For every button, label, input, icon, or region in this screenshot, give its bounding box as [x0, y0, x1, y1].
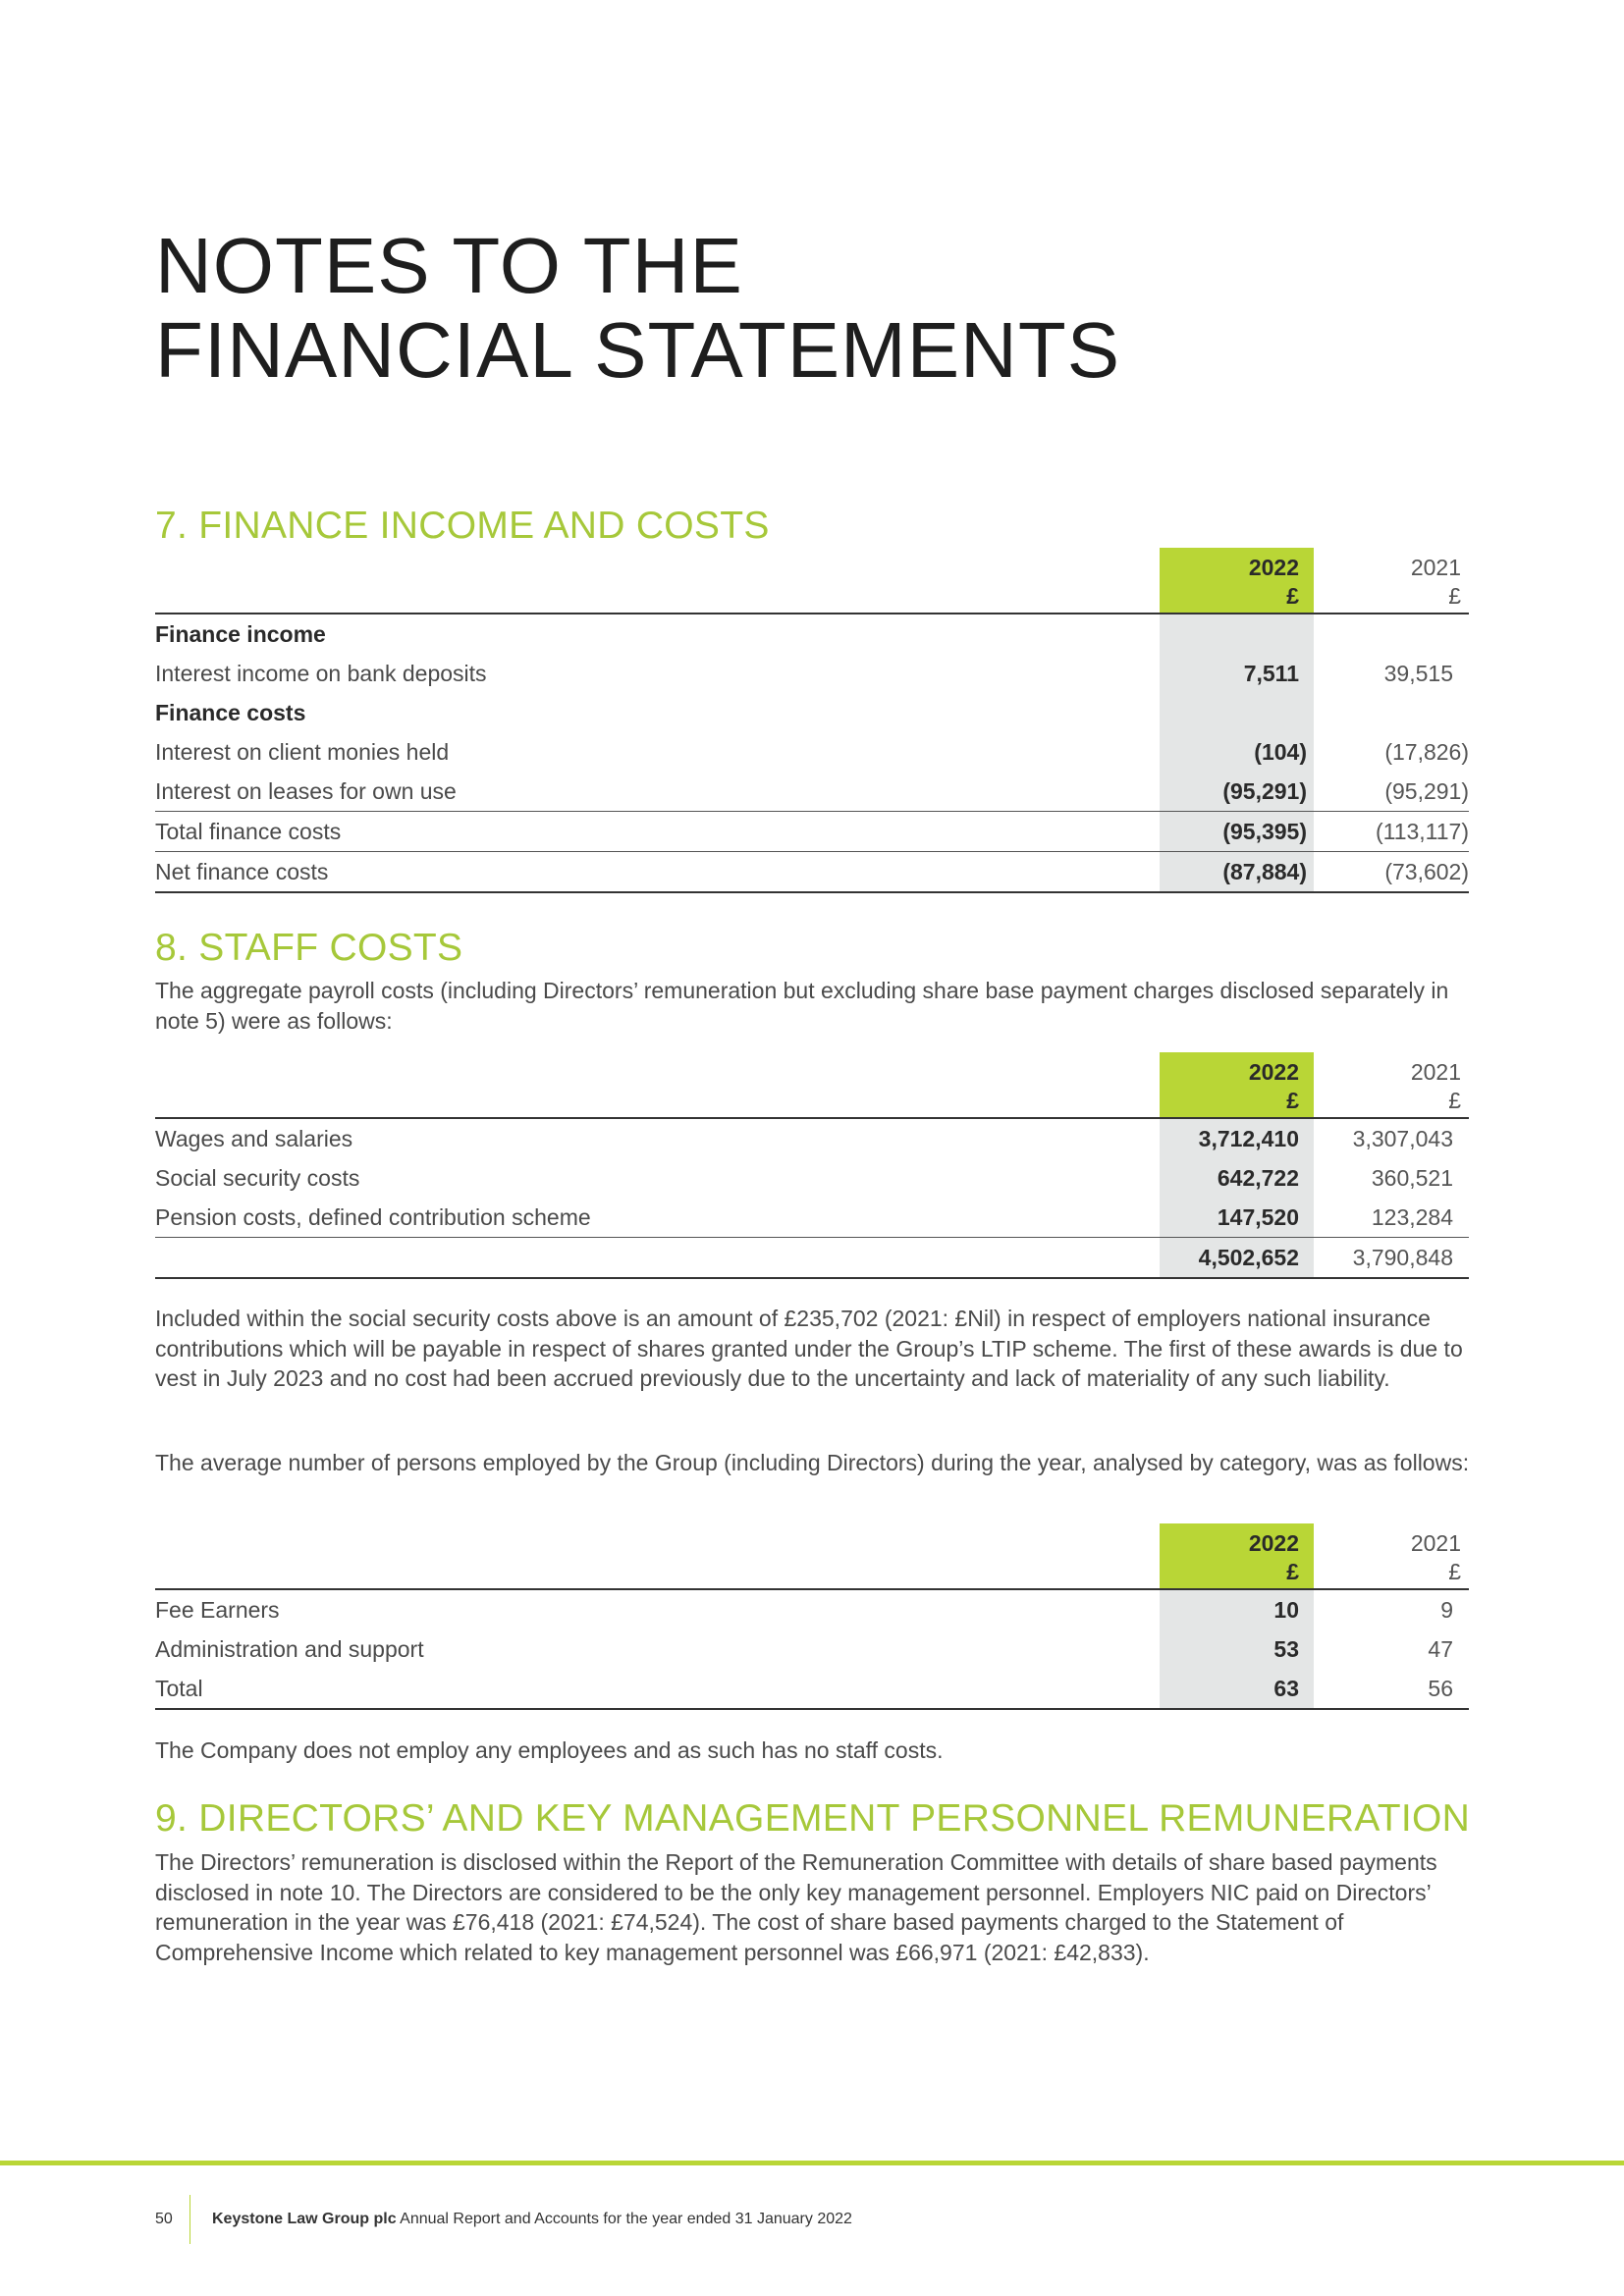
- table-row: Social security costs 642,722 360,521: [155, 1165, 1453, 1191]
- table-row: Administration and support 53 47: [155, 1636, 1453, 1662]
- section-8-heading: 8. STAFF COSTS: [155, 927, 463, 969]
- col-header-2022: 2022 £: [1248, 1530, 1299, 1584]
- employees-table: [155, 1523, 1469, 1710]
- table-row: Pension costs, defined contribution scheme 147,520 123,284: [155, 1204, 1453, 1230]
- col-header-2021: 2021 £: [1410, 1530, 1461, 1584]
- employees-table-body: [155, 1590, 1469, 1710]
- section-7-heading: 7. FINANCE INCOME AND COSTS: [155, 505, 770, 547]
- footer-doc-title: Annual Report and Accounts for the year ended 31 January 2022: [396, 2211, 852, 2227]
- footer-rule: [0, 2161, 1624, 2165]
- page-title: [155, 224, 1432, 393]
- page-title-line1: NOTES TO THE: [155, 222, 743, 309]
- staff-costs-table: [155, 1052, 1469, 1279]
- col-header-2022: 2022 £: [1248, 1059, 1299, 1113]
- social-security-note: Included within the social security costs above is an amount of £235,702 (2021: £Nil) in respect of employers national insurance contributions which will be payable in respect of shares granted under the Group’s LTIP scheme. The first of these awards is due to vest in July 2023 and no cost had been accrued previously due to the uncertainty and lack of materiality of any such liability.: [155, 1306, 1463, 1391]
- col-header-2021: 2021 £: [1410, 555, 1461, 609]
- staff-costs-table-body: [155, 1119, 1469, 1279]
- footer-separator: [189, 2195, 190, 2244]
- table-row: Wages and salaries 3,712,410 3,307,043: [155, 1126, 1453, 1151]
- employees-intro: The average number of persons employed by the Group (including Directors) during the year, analysed by category, was as follows:: [155, 1450, 1470, 1475]
- employees-table-header: [155, 1523, 1469, 1590]
- table-row-total: 4,502,652 3,790,848: [155, 1237, 1469, 1279]
- finance-table-header: [155, 548, 1469, 614]
- company-staff-note: The Company does not employ any employees and as such has no staff costs.: [155, 1737, 944, 1763]
- section-9-heading: 9. DIRECTORS’ AND KEY MANAGEMENT PERSONNEL REMUNERATION: [155, 1797, 1471, 1840]
- finance-table-body: [155, 614, 1469, 893]
- table-row: Finance costs: [155, 700, 306, 725]
- col-header-2021: 2021 £: [1410, 1059, 1461, 1113]
- footer-company: Keystone Law Group plc: [212, 2211, 397, 2227]
- table-row: Total finance costs (95,395) (113,117): [155, 811, 1469, 851]
- page-title-line2: FINANCIAL STATEMENTS: [155, 306, 1121, 394]
- table-row-total: Total 63 56: [155, 1669, 1469, 1710]
- finance-table: [155, 548, 1469, 893]
- col-header-2022: 2022 £: [1248, 555, 1299, 609]
- table-row: Fee Earners 10 9: [155, 1597, 1453, 1623]
- staff-costs-intro: The aggregate payroll costs (including Directors’ remuneration but excluding share base payment charges disclosed separately in note 5) were as follows:: [155, 978, 1449, 1034]
- page-number: 50: [155, 2211, 173, 2227]
- directors-remuneration-text: The Directors’ remuneration is disclosed within the Report of the Remuneration Committee with details of share based payments disclosed in note 10. The Directors are considered to be the only key management personnel. Employers NIC paid on Directors’ remuneration in the year was £76,418 (2021: £74,524). The cost of share based payments charged to the Statement of Comprehensive Income which related to key management personnel was £66,971 (2021: £42,833).: [155, 1849, 1437, 1965]
- table-row: Interest income on bank deposits 7,511 39,515: [155, 661, 1453, 686]
- footer-document-title: [212, 2211, 852, 2228]
- table-row: Interest on leases for own use (95,291) (95,291): [155, 778, 1469, 804]
- table-row: Interest on client monies held (104) (17,826): [155, 739, 1469, 765]
- staff-costs-table-header: [155, 1052, 1469, 1119]
- table-row: Finance income: [155, 621, 326, 647]
- table-row: Net finance costs (87,884) (73,602): [155, 851, 1469, 893]
